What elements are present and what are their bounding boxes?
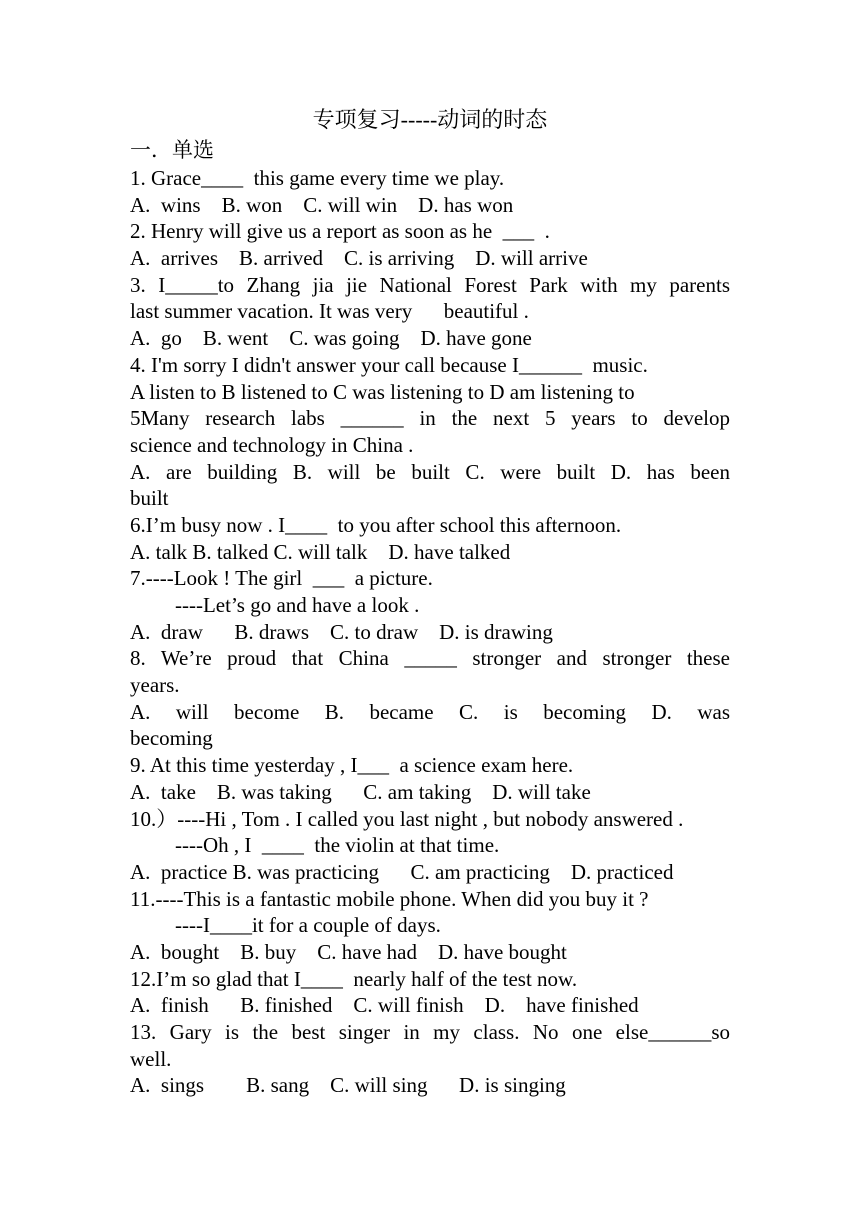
question-6-options: A. talk B. talked C. will talk D. have talked (130, 539, 511, 564)
question-3-stem: 3. I_____to Zhang jia jie National Forest Park with my parents (130, 272, 730, 297)
question-5-options-cont: built (130, 486, 169, 511)
question-9-options: A. take B. was taking C. am taking D. will take (130, 779, 591, 804)
question-list (130, 165, 730, 1099)
question-6-stem: 6.I’m busy now . I____ to you after school this afternoon. (130, 512, 622, 537)
question-4-options: A listen to B listened to C was listening to D am listening to (130, 379, 635, 404)
question-10-reply: ----Oh , I ____ the violin at that time. (175, 833, 500, 858)
question-10-stem: 10.）----Hi , Tom . I called you last night , but nobody answered . (130, 806, 684, 831)
question-7-reply: ----Let’s go and have a look . (175, 593, 420, 617)
question-11-reply: ----I____it for a couple of days. (175, 913, 441, 938)
question-8-options: A. will become B. became C. is becoming D. was (130, 699, 730, 724)
question-3-stem-cont: last summer vacation. It was very beautiful . (130, 299, 529, 324)
question-10-options: A. practice B. was practicing C. am practicing D. practiced (130, 859, 674, 884)
document-title: 专项复习-----动词的时态 (312, 107, 548, 132)
question-9-stem: 9. At this time yesterday , I___ a science exam here. (130, 753, 574, 778)
question-13-stem-cont: well. (130, 1046, 172, 1071)
question-2-options: A. arrives B. arrived C. is arriving D. will arrive (130, 246, 588, 271)
question-1-options: A. wins B. won C. will win D. has won (130, 192, 514, 217)
question-8-stem-cont: years. (130, 673, 180, 698)
question-5-stem-cont: science and technology in China . (130, 432, 414, 457)
question-11-stem: 11.----This is a fantastic mobile phone. When did you buy it ? (130, 886, 649, 911)
question-7-stem: 7.----Look ! The girl ___ a picture. (130, 566, 433, 591)
question-12-stem: 12.I’m so glad that I____ nearly half of the test now. (130, 966, 578, 991)
question-5-stem: 5Many research labs ______ in the next 5 years to develop (130, 406, 730, 431)
question-8-stem: 8. We’re proud that China _____ stronger and stronger these (130, 646, 730, 671)
question-4-stem: 4. I'm sorry I didn't answer your call because I______ music. (130, 352, 648, 377)
question-13-options: A. sings B. sang C. will sing D. is singing (130, 1073, 566, 1098)
question-11-options: A. bought B. buy C. have had D. have bought (130, 939, 567, 964)
section-heading: 一．单选 (130, 138, 214, 162)
question-12-options: A. finish B. finished C. will finish D. have finished (130, 993, 639, 1018)
question-2-stem: 2. Henry will give us a report as soon as he ___ . (130, 219, 550, 244)
question-8-options-cont: becoming (130, 726, 213, 751)
question-13-stem: 13. Gary is the best singer in my class. No one else______so (130, 1020, 730, 1044)
question-5-options: A. are building B. will be built C. were built D. has been (130, 459, 730, 484)
question-1-stem: 1. Grace____ this game every time we play. (130, 166, 505, 190)
question-3-options: A. go B. went C. was going D. have gone (130, 326, 532, 351)
question-7-options: A. draw B. draws C. to draw D. is drawing (130, 619, 553, 644)
